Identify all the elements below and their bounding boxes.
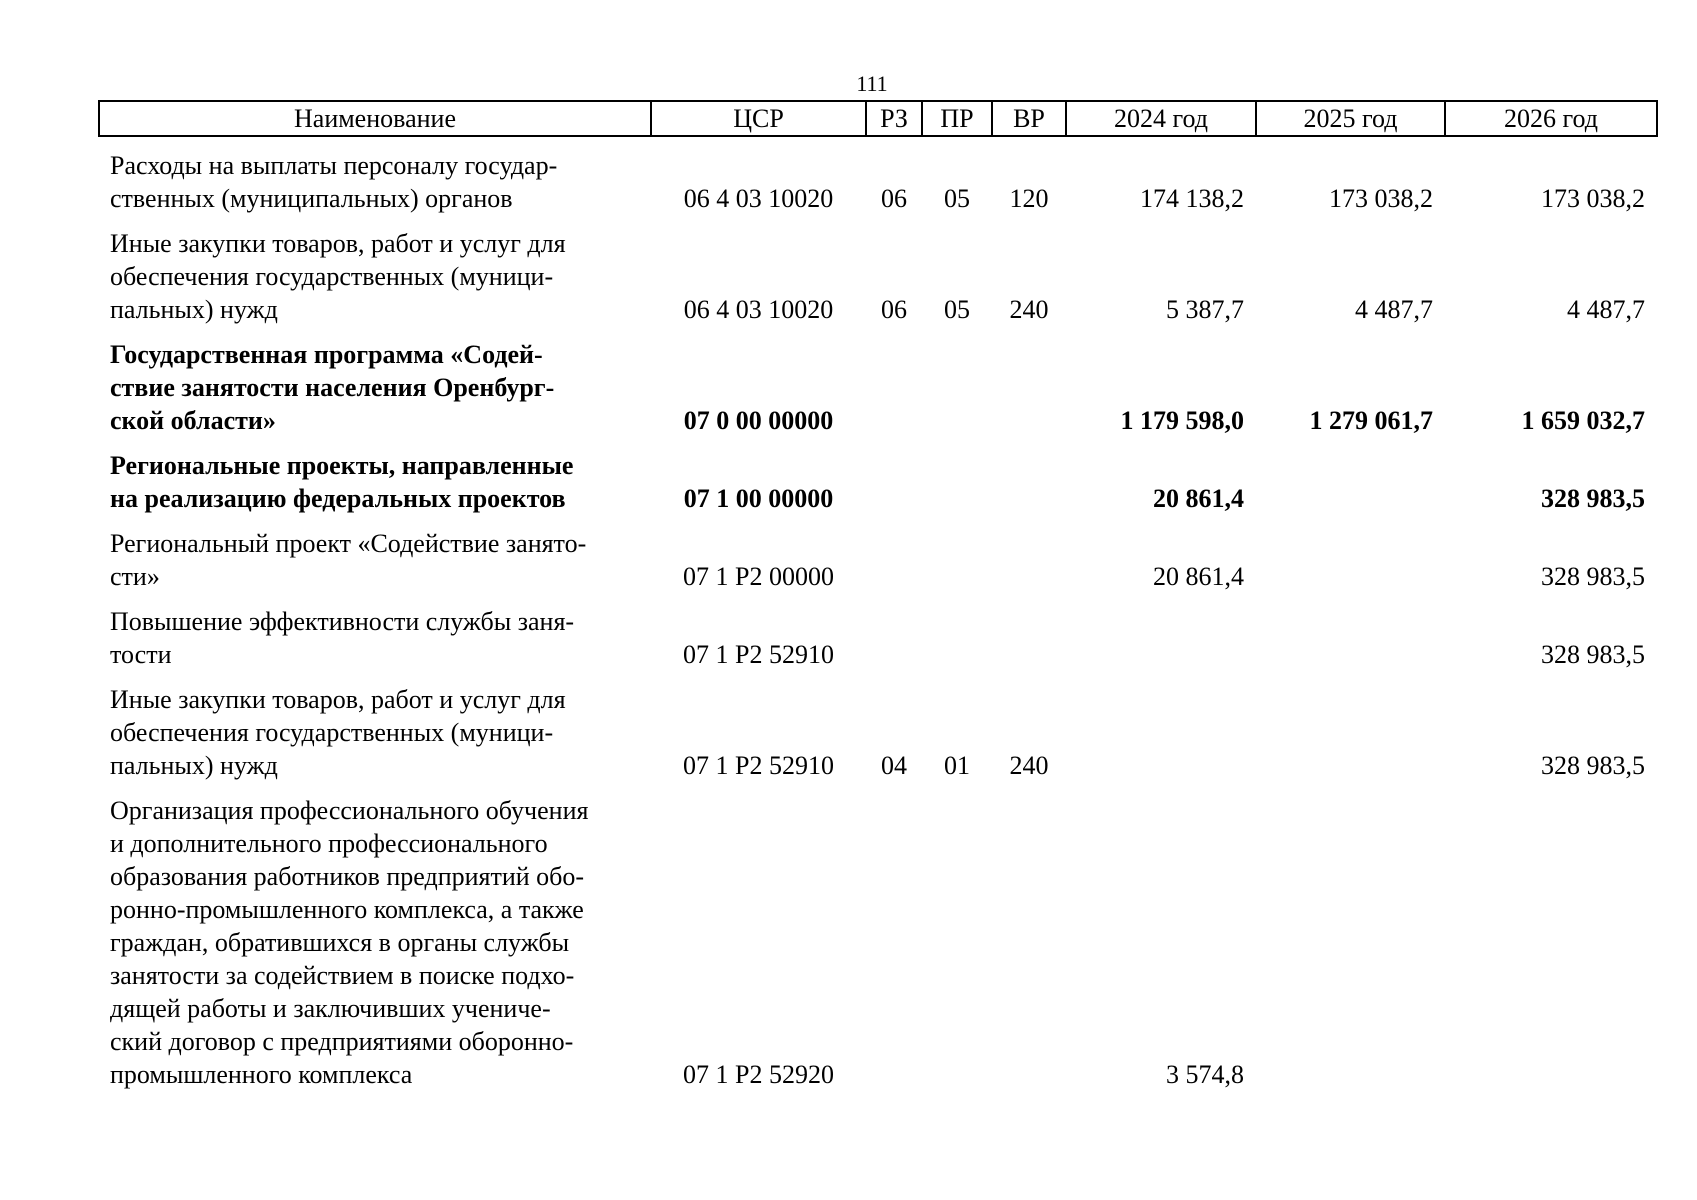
row-csr: 07 1 P2 52920 [683, 1060, 834, 1089]
row-amount-2024: 20 861,4 [1153, 484, 1244, 513]
row-amount-2025: 173 038,2 [1329, 184, 1433, 213]
page-number: 111 [856, 71, 888, 96]
row-pr: 05 [944, 184, 970, 213]
row-vr: 120 [1009, 184, 1049, 213]
row-csr: 06 4 03 10020 [683, 184, 834, 213]
row-name: Организация профессионального обучения и дополнительного профессионального образования работников предприятий обо- ронно-промышленного комплекса, а также граждан, обратившихся в органы службы занятости за содействием в поиске подхо- дящей работы и заключивших учениче- ский договор с предприятиями оборонно- промышленного комплекса [110, 796, 589, 1089]
row-csr: 06 4 03 10020 [683, 295, 834, 324]
row-csr: 07 1 P2 00000 [683, 562, 834, 591]
table-row [99, 515, 1657, 593]
row-csr: 07 1 P2 52910 [683, 640, 834, 669]
table-row [99, 593, 1657, 671]
row-pr [922, 515, 992, 593]
row-name: Региональные проекты, направленные на реализацию федеральных проектов [110, 451, 574, 513]
header-2026: 2026 год [1445, 101, 1657, 136]
header-name: Наименование [99, 101, 651, 136]
table-header-row [99, 101, 1657, 136]
row-amount-2026: 173 038,2 [1541, 184, 1645, 213]
header-2024: 2024 год [1066, 101, 1256, 136]
row-amount-2025: 1 279 061,7 [1309, 406, 1433, 435]
row-amount-2026: 1 659 032,7 [1521, 406, 1645, 435]
row-amount-2024: 174 138,2 [1140, 184, 1244, 213]
row-vr [992, 437, 1066, 515]
row-amount-2025: 4 487,7 [1355, 295, 1433, 324]
header-vr: ВР [992, 101, 1066, 136]
header-pr: ПР [922, 101, 992, 136]
row-pr [922, 437, 992, 515]
row-pr [922, 593, 992, 671]
row-rz: 06 [881, 184, 907, 213]
row-pr: 05 [944, 295, 970, 324]
header-rz: РЗ [866, 101, 922, 136]
row-amount-2026: 328 983,5 [1541, 484, 1645, 513]
row-amount-2024 [1066, 593, 1256, 671]
header-2025: 2025 год [1256, 101, 1445, 136]
table-row [99, 136, 1657, 215]
row-amount-2026: 328 983,5 [1541, 751, 1645, 780]
row-rz: 04 [881, 751, 907, 780]
row-name: Иные закупки товаров, работ и услуг для обеспечения государственных (муници- пальных) нужд [110, 685, 566, 780]
table-row [99, 782, 1657, 1091]
header-csr: ЦСР [651, 101, 866, 136]
row-pr [922, 782, 992, 1091]
row-amount-2024: 1 179 598,0 [1120, 406, 1244, 435]
row-csr: 07 1 P2 52910 [683, 751, 834, 780]
row-rz [866, 782, 922, 1091]
row-vr: 240 [1009, 751, 1049, 780]
row-amount-2024: 3 574,8 [1166, 1060, 1244, 1089]
row-amount-2024: 20 861,4 [1153, 562, 1244, 591]
row-name: Иные закупки товаров, работ и услуг для обеспечения государственных (муници- пальных) нужд [110, 229, 566, 324]
row-csr: 07 1 00 00000 [683, 484, 834, 513]
row-rz: 06 [881, 295, 907, 324]
row-amount-2025 [1256, 437, 1445, 515]
row-vr [992, 515, 1066, 593]
row-vr [992, 593, 1066, 671]
row-rz [866, 593, 922, 671]
row-vr [992, 326, 1066, 437]
row-rz [866, 326, 922, 437]
row-amount-2025 [1256, 671, 1445, 782]
row-pr [922, 326, 992, 437]
table-row [99, 437, 1657, 515]
row-name: Региональный проект «Содействие занято- сти» [110, 529, 587, 591]
row-vr [992, 782, 1066, 1091]
row-csr: 07 0 00 00000 [683, 406, 834, 435]
row-name: Расходы на выплаты персоналу государ- ственных (муниципальных) органов [110, 151, 558, 213]
row-amount-2024 [1066, 671, 1256, 782]
table-row [99, 326, 1657, 437]
row-name: Повышение эффективности службы заня- тости [110, 607, 575, 669]
row-amount-2026 [1445, 782, 1657, 1091]
row-amount-2025 [1256, 593, 1445, 671]
row-amount-2025 [1256, 782, 1445, 1091]
row-pr: 01 [944, 751, 970, 780]
budget-table [98, 100, 1658, 1091]
table-row [99, 671, 1657, 782]
table-row [99, 215, 1657, 326]
row-vr: 240 [1009, 295, 1049, 324]
table-body [99, 136, 1657, 1091]
row-amount-2024: 5 387,7 [1166, 295, 1244, 324]
row-amount-2025 [1256, 515, 1445, 593]
row-rz [866, 515, 922, 593]
row-amount-2026: 328 983,5 [1541, 562, 1645, 591]
row-amount-2026: 4 487,7 [1567, 295, 1645, 324]
row-amount-2026: 328 983,5 [1541, 640, 1645, 669]
row-name: Государственная программа «Содей- ствие занятости населения Оренбург- ской области» [110, 340, 555, 435]
row-rz [866, 437, 922, 515]
